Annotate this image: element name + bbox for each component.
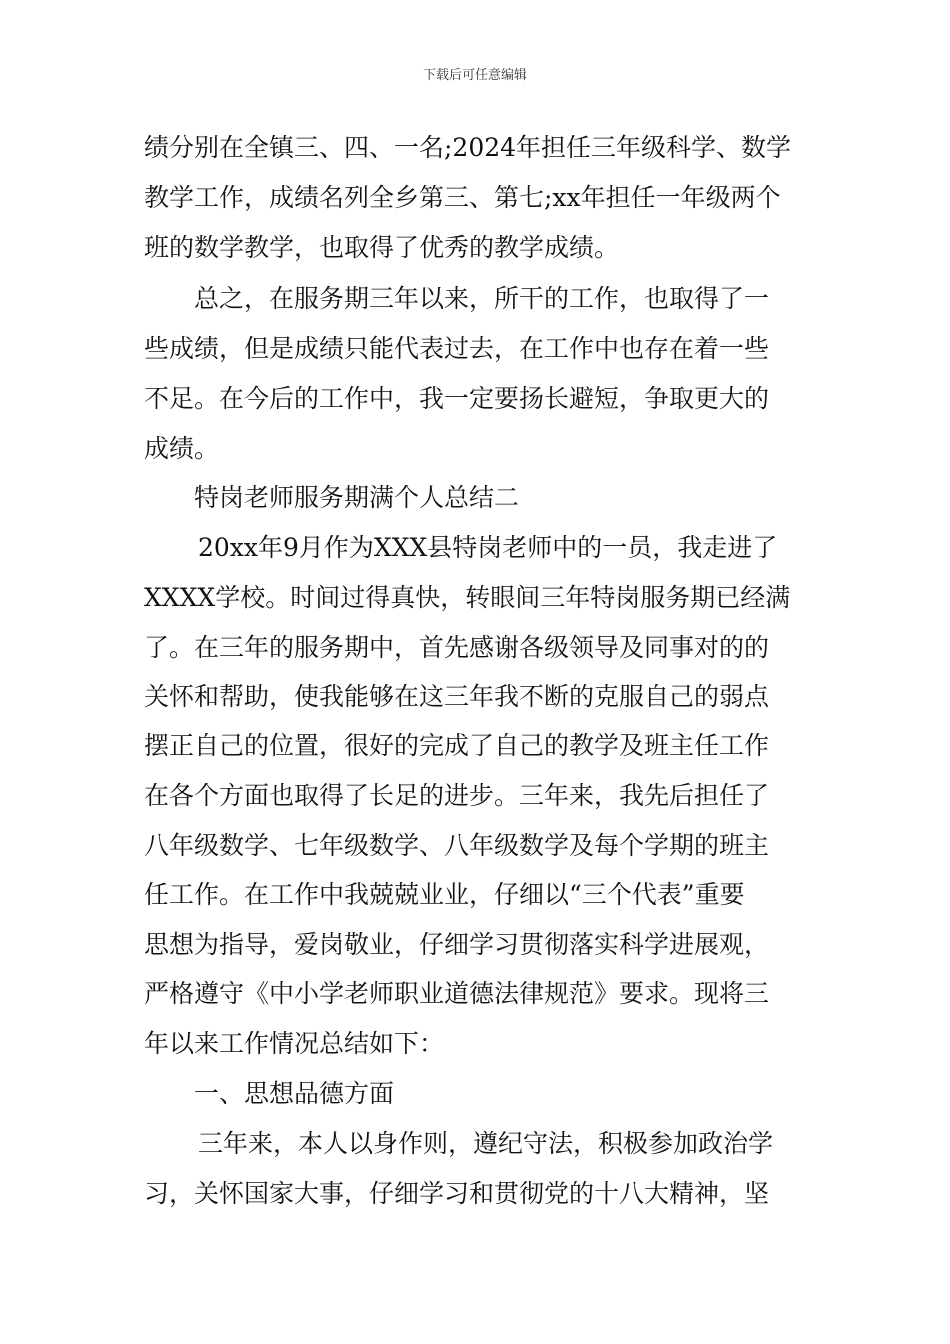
body-line-7: 成绩。 (144, 434, 220, 463)
body-line-17: 思想为指导，爱岗敬业，仔细学习贯彻落实科学进展观， (144, 930, 770, 959)
body-line-12: 关怀和帮助，使我能够在这三年我不断的克服自己的弱点 (144, 682, 770, 711)
body-line-14: 在各个方面也取得了长足的进步。三年来，我先后担任了 (144, 781, 770, 810)
body-line-16: 任工作。在工作中我兢兢业业，仔细以“三个代表”重要 (144, 880, 745, 909)
subsection-heading-1: 一、思想品德方面 (194, 1079, 395, 1108)
body-line-6: 不足。在今后的工作中，我一定要扬长避短，争取更大的 (144, 384, 770, 413)
body-line-19: 年以来工作情况总结如下： (144, 1029, 445, 1058)
body-line-13: 摆正自己的位置，很好的完成了自己的教学及班主任工作 (144, 731, 770, 760)
body-line-1: 绩分别在全镇三、四、一名;2024年担任三年级科学、数学 (144, 133, 792, 162)
body-line-3: 班的数学教学，也取得了优秀的教学成绩。 (144, 233, 620, 262)
body-line-9: 20xx年9月作为XXX县特岗老师中的一员，我走进了 (198, 533, 778, 562)
body-line-22: 习，关怀国家大事，仔细学习和贯彻党的十八大精神，坚 (144, 1179, 770, 1208)
body-line-21: 三年来，本人以身作则，遵纪守法，积极参加政治学 (198, 1129, 774, 1158)
section-heading-2: 特岗老师服务期满个人总结二 (194, 483, 520, 512)
page-header: 下载后可任意编辑 (422, 68, 527, 83)
body-line-10: XXXX学校。时间过得真快，转眼间三年特岗服务期已经满 (144, 583, 791, 612)
body-line-2: 教学工作，成绩名列全乡第三、第七;xx年担任一年级两个 (144, 183, 781, 212)
body-line-15: 八年级数学、七年级数学、八年级数学及每个学期的班主 (144, 831, 770, 860)
body-line-11: 了。在三年的服务期中，首先感谢各级领导及同事对的的 (144, 633, 770, 662)
body-line-4: 总之，在服务期三年以来，所干的工作，也取得了一 (194, 284, 770, 313)
body-line-5: 些成绩，但是成绩只能代表过去，在工作中也存在着一些 (144, 334, 770, 363)
body-line-18: 严格遵守《中小学老师职业道德法律规范》要求。现将三 (144, 979, 770, 1008)
